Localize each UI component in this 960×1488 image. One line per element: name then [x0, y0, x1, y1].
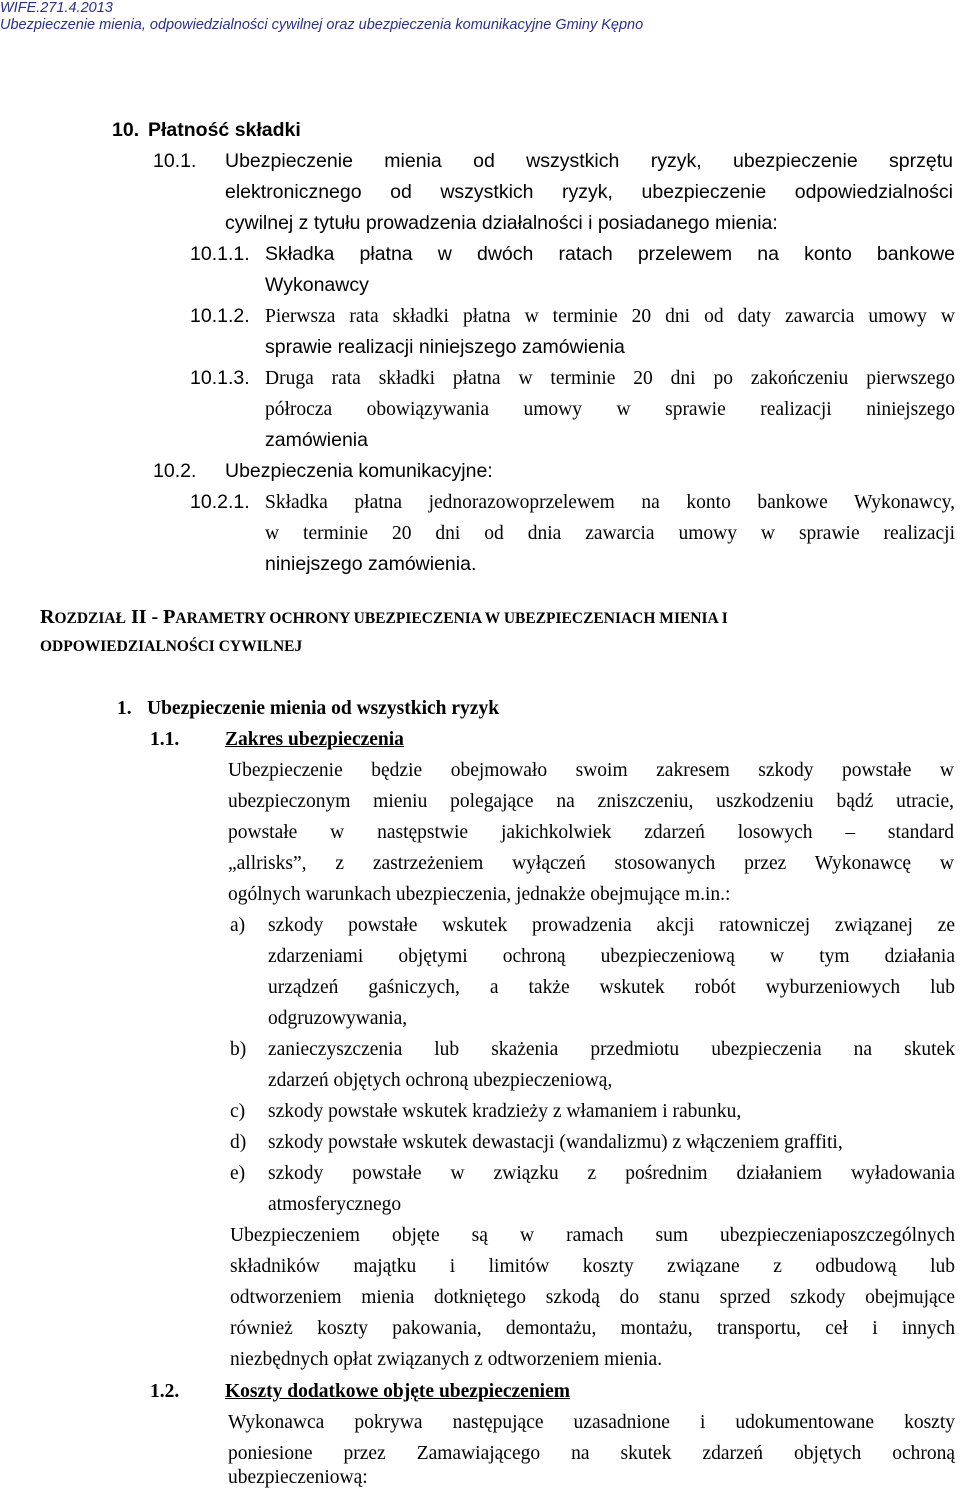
item-10-1-1-number: 10.1.1. [190, 243, 250, 265]
section-1-2-number: 1.2. [150, 1381, 180, 1402]
item-10-2-1-line: Składka płatna jednorazowoprzelewem na konto bankowe Wykonawcy, [265, 492, 955, 513]
item-10-1-2-line: sprawie realizacji niniejszego zamówienia [265, 336, 625, 358]
document-title: Ubezpieczenie mienia, odpowiedzialności cywilnej oraz ubezpieczenia komunikacyjne Gminy Kępno [0, 17, 644, 33]
scope-intro-line: „allrisks”, z zastrzeżeniem wyłączeń stosowanych przez Wykonawcę w [228, 853, 954, 874]
list-item-line: szkody powstałe wskutek prowadzenia akcji ratowniczej związanej ze [268, 915, 955, 936]
scope-closing-line: odtworzeniem mienia dotkniętego szkodą do stanu sprzed szkody obejmujące [230, 1287, 955, 1308]
scope-intro-line: powstałe w następstwie jakichkolwiek zdarzeń losowych – standard [228, 822, 954, 843]
item-10-2-1-number: 10.2.1. [190, 491, 250, 513]
item-10-2-1-line: w terminie 20 dni od dnia zawarcia umowy w sprawie realizacji [265, 523, 955, 544]
item-10-1-line: cywilnej z tytułu prowadzenia działalności i posiadanego mienia: [225, 212, 778, 234]
costs-line: ubezpieczeniową: [228, 1467, 368, 1488]
scope-intro-line: Ubezpieczenie będzie obejmowało swoim zakresem szkody powstałe w [228, 760, 954, 781]
costs-line: poniesione przez Zamawiającego na skutek zdarzeń objętych ochroną [228, 1443, 955, 1464]
scope-intro-line: ubezpieczonym mieniu polegające na zniszczeniu, uszkodzeniu bądź utracie, [228, 791, 954, 812]
list-item-line: szkody powstałe w związku z pośrednim działaniem wyładowania [268, 1163, 955, 1184]
item-10-1-2-line: Pierwsza rata składki płatna w terminie 20 dni od daty zawarcia umowy w [265, 306, 955, 327]
item-10-1-3-line: półrocza obowiązywania umowy w sprawie realizacji niniejszego [265, 399, 955, 420]
item-10-2-number: 10.2. [153, 460, 197, 482]
list-item-label: b) [230, 1039, 247, 1060]
list-item-label: d) [230, 1132, 247, 1153]
chapter-heading-line2: ODPOWIEDZIALNOŚCI CYWILNEJ [40, 638, 303, 655]
list-item-line: zdarzeniami objętymi ochroną ubezpieczeniową w tym działania [268, 946, 955, 967]
document-id: WIFE.271.4.2013 [0, 0, 113, 16]
list-item-line: zdarzeń objętych ochroną ubezpieczeniową, [268, 1070, 613, 1091]
list-item-line: szkody powstałe wskutek kradzieży z włamaniem i rabunku, [268, 1101, 742, 1122]
list-item-label: a) [230, 915, 246, 936]
item-10-1-3-line: zamówienia [265, 429, 368, 451]
scope-intro-line: ogólnych warunkach ubezpieczenia, jednakże obejmujące m.in.: [228, 884, 731, 905]
scope-closing-line: składników majątku i limitów koszty związane z odbudową lub [230, 1256, 955, 1277]
item-10-2-1-line: niniejszego zamówienia. [265, 553, 477, 575]
item-10-1-3-number: 10.1.3. [190, 367, 250, 389]
chapter-heading: ROZDZIAŁ II - PARAMETRY OCHRONY UBEZPIECZENIA W UBEZPIECZENIACH MIENIA I [40, 606, 728, 628]
costs-line: Wykonawca pokrywa następujące uzasadnione i udokumentowane koszty [228, 1412, 955, 1433]
list-item-line: szkody powstałe wskutek dewastacji (wandalizmu) z włączeniem graffiti, [268, 1132, 843, 1153]
list-item-label: e) [230, 1163, 246, 1184]
list-item-line: urządzeń gaśniczych, a także wskutek robót wyburzeniowych lub [268, 977, 955, 998]
scope-closing-line: również koszty pakowania, demontażu, montażu, transportu, ceł i innych [230, 1318, 955, 1339]
section-1-title: Ubezpieczenie mienia od wszystkich ryzyk [147, 698, 500, 719]
list-item-line: odgruzowywania, [268, 1008, 408, 1029]
scope-closing-line: niezbędnych opłat związanych z odtworzeniem mienia. [230, 1349, 663, 1370]
section-1-number: 1. [117, 698, 132, 719]
section-1-1-number: 1.1. [150, 729, 180, 750]
scope-closing-line: Ubezpieczeniem objęte są w ramach sum ubezpieczeniaposzczególnych [230, 1225, 955, 1246]
section-10-number: 10. [112, 119, 140, 141]
list-item-line: zanieczyszczenia lub skażenia przedmiotu ubezpieczenia na skutek [268, 1039, 955, 1060]
item-10-1-2-number: 10.1.2. [190, 305, 250, 327]
item-10-2-text: Ubezpieczenia komunikacyjne: [225, 460, 493, 482]
item-10-1-1-line: Składka płatna w dwóch ratach przelewem na konto bankowe [265, 243, 955, 265]
item-10-1-3-line: Druga rata składki płatna w terminie 20 dni po zakończeniu pierwszego [265, 368, 955, 389]
item-10-1-1-line: Wykonawcy [265, 274, 369, 296]
item-10-1-line: Ubezpieczenie mienia od wszystkich ryzyk, ubezpieczenie sprzętu [225, 150, 953, 172]
section-1-1-title: Zakres ubezpieczenia [225, 729, 404, 750]
list-item-line: atmosferycznego [268, 1194, 402, 1215]
section-1-2-title: Koszty dodatkowe objęte ubezpieczeniem [225, 1381, 570, 1402]
item-10-1-line: elektronicznego od wszystkich ryzyk, ubezpieczenie odpowiedzialności [225, 181, 953, 203]
section-10-title: Płatność składki [148, 119, 301, 141]
list-item-label: c) [230, 1101, 246, 1122]
item-10-1-number: 10.1. [153, 150, 197, 172]
